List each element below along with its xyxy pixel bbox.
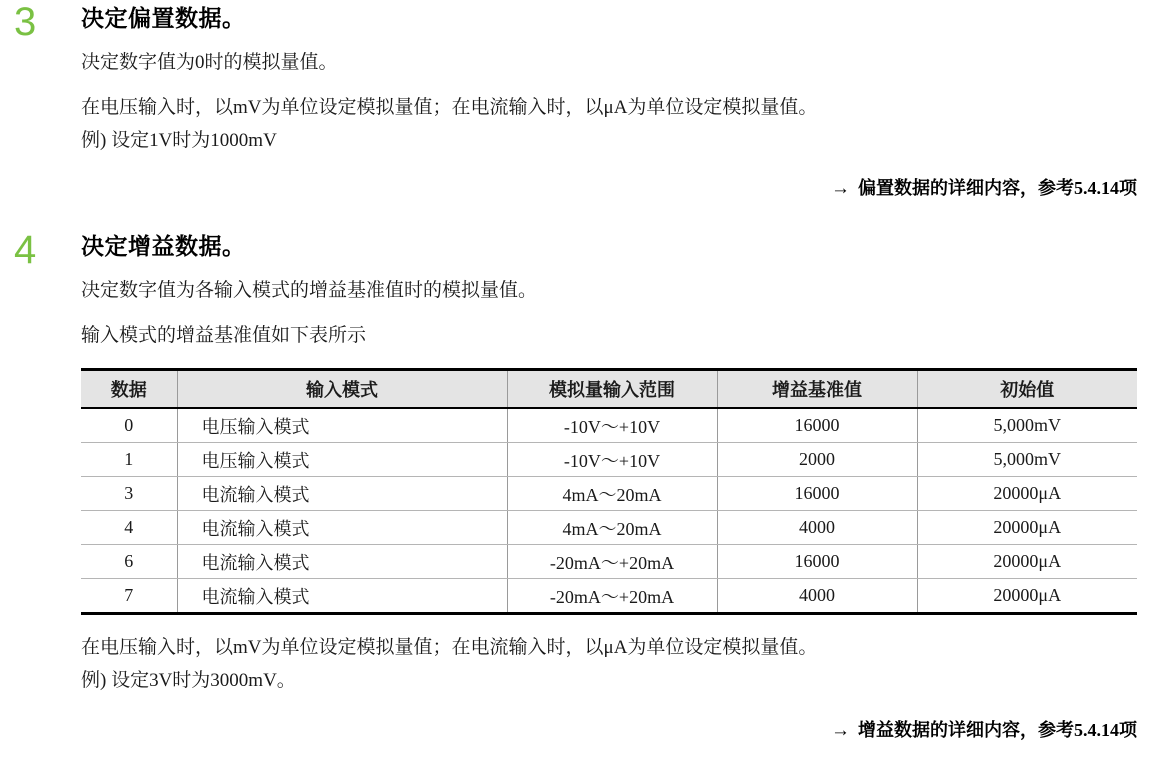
step-3-paragraph-3: 例) 设定1V时为1000mV [81, 130, 277, 151]
step-4-after-paragraph-1: 在电压输入时，以mV为单位设定模拟量值；在电流输入时，以μA为单位设定模拟量值。 [81, 637, 818, 658]
table-cell-gain: 16000 [717, 545, 917, 579]
table-row [81, 408, 1137, 443]
table-cell-initial: 20000μA [917, 511, 1137, 545]
table-cell-initial: 5,000mV [917, 408, 1137, 443]
step-4-body [55, 228, 1153, 350]
step-4-paragraph-2: 输入模式的增益基准值如下表所示 [81, 325, 367, 346]
table-cell-gain: 4000 [717, 579, 917, 614]
table-cell-initial: 20000μA [917, 477, 1137, 511]
step-3-paragraph-2: 在电压输入时，以mV为单位设定模拟量值；在电流输入时，以μA为单位设定模拟量值。 [81, 97, 818, 118]
table-row [81, 477, 1137, 511]
table-cell-range: 4mA～20mA [507, 511, 717, 545]
table-cell-data: 1 [81, 443, 177, 477]
table-cell-mode: 电流输入模式 [177, 511, 507, 545]
table-cell-gain: 4000 [717, 511, 917, 545]
table-cell-data: 3 [81, 477, 177, 511]
table-cell-gain: 16000 [717, 477, 917, 511]
table-row [81, 511, 1137, 545]
step-4-paragraph-1: 决定数字值为各输入模式的增益基准值时的模拟量值。 [81, 280, 538, 301]
step-3-reference-text: 偏置数据的详细内容，参考5.4.14项 [858, 178, 1137, 198]
table-header-cell: 增益基准值 [717, 370, 917, 409]
step-3-reference [0, 175, 1153, 202]
table-cell-initial: 20000μA [917, 579, 1137, 614]
step-4-reference-text: 增益数据的详细内容，参考5.4.14项 [858, 720, 1137, 740]
step-4-after-table [0, 633, 1153, 695]
table-cell-range: -20mA～+20mA [507, 545, 717, 579]
step-3-number: 3 [14, 0, 37, 44]
table-header-cell: 输入模式 [177, 370, 507, 409]
table-cell-mode: 电压输入模式 [177, 443, 507, 477]
table-cell-range: -20mA～+20mA [507, 579, 717, 614]
table-header-cell: 初始值 [917, 370, 1137, 409]
step-4 [0, 228, 1153, 350]
table-cell-gain: 16000 [717, 408, 917, 443]
table-cell-data: 6 [81, 545, 177, 579]
table-cell-mode: 电流输入模式 [177, 477, 507, 511]
table-row [81, 443, 1137, 477]
arrow-right-icon: → [831, 720, 850, 741]
step-4-reference [0, 717, 1153, 744]
table-cell-mode: 电流输入模式 [177, 579, 507, 614]
table-cell-range: -10V～+10V [507, 443, 717, 477]
table-row [81, 545, 1137, 579]
step-3 [0, 0, 1153, 155]
arrow-right-icon: → [831, 178, 850, 199]
table-cell-range: 4mA～20mA [507, 477, 717, 511]
table-cell-data: 7 [81, 579, 177, 614]
table-header-row [81, 370, 1137, 409]
step-3-body [55, 0, 1153, 155]
table-cell-mode: 电流输入模式 [177, 545, 507, 579]
table-cell-initial: 20000μA [917, 545, 1137, 579]
step-4-number: 4 [14, 228, 37, 272]
step-3-title: 决定偏置数据。 [81, 6, 246, 31]
gain-reference-table-wrapper [0, 368, 1153, 615]
table-cell-data: 4 [81, 511, 177, 545]
table-cell-gain: 2000 [717, 443, 917, 477]
table-cell-initial: 5,000mV [917, 443, 1137, 477]
table-header-cell: 数据 [81, 370, 177, 409]
step-4-after-paragraph-2: 例) 设定3V时为3000mV。 [81, 670, 296, 691]
table-cell-mode: 电压输入模式 [177, 408, 507, 443]
table-header-cell: 模拟量输入范围 [507, 370, 717, 409]
table-cell-data: 0 [81, 408, 177, 443]
table-cell-range: -10V～+10V [507, 408, 717, 443]
step-4-title: 决定增益数据。 [81, 234, 246, 259]
step-3-paragraph-1: 决定数字值为0时的模拟量值。 [81, 52, 338, 73]
gain-reference-table [81, 368, 1137, 615]
table-row [81, 579, 1137, 614]
